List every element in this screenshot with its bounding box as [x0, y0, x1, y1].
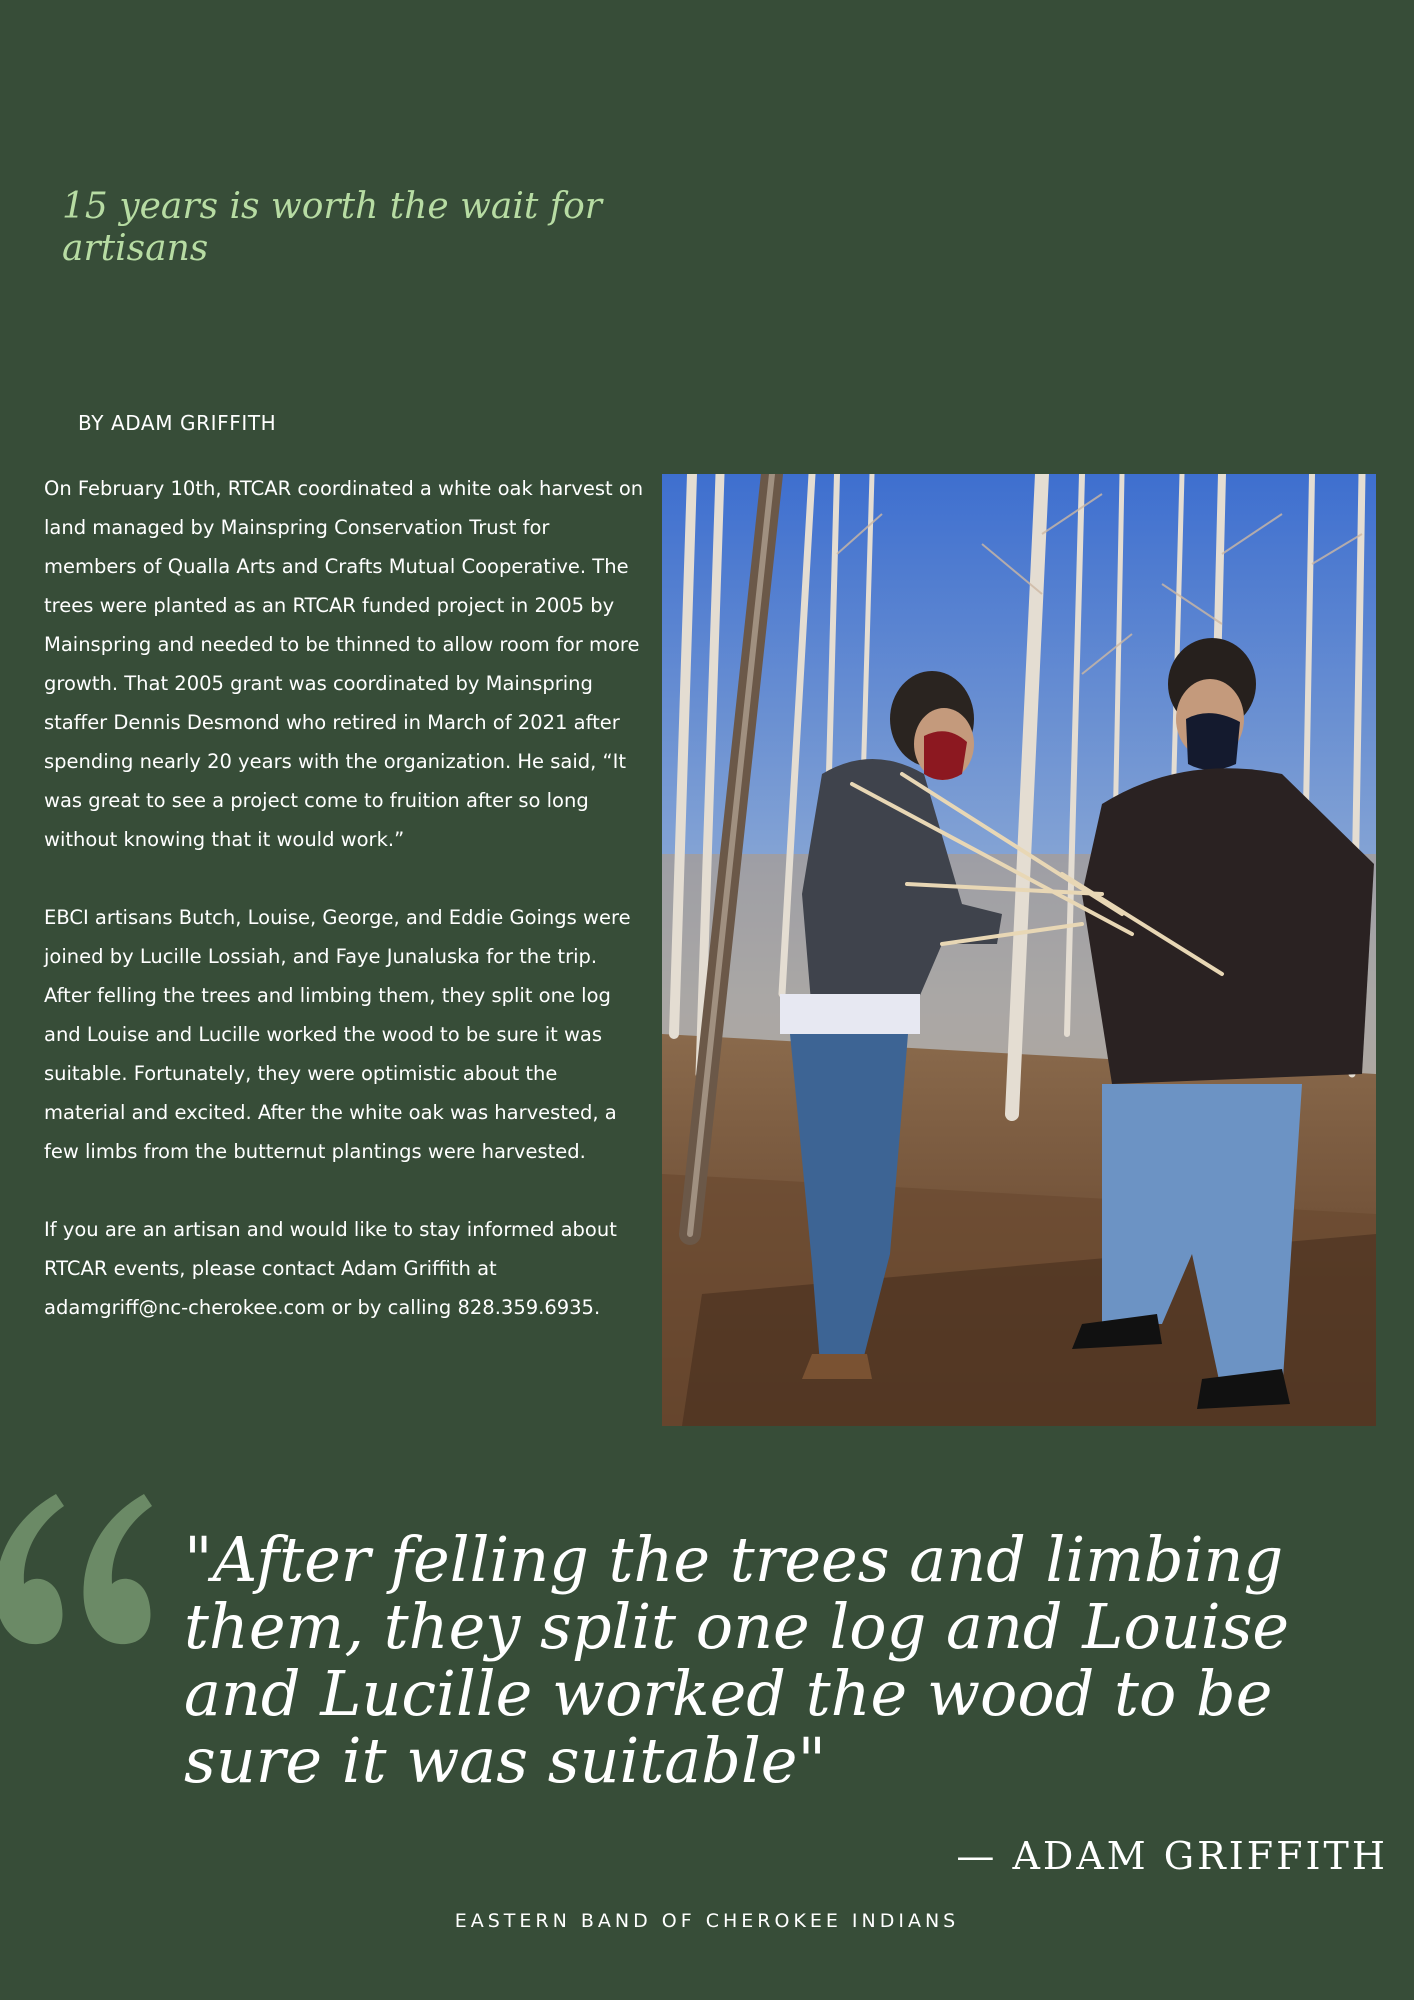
pull-quote: "After felling the trees and limbing them, they split one log and Louise and Lucille worked the wood to be sure it was suitable" [184, 1523, 1290, 1797]
article-byline: BY ADAM GRIFFITH [78, 411, 277, 435]
photo-illustration [662, 474, 1376, 1426]
article-body [44, 469, 644, 1366]
quote-mark-icon [0, 1494, 174, 1654]
article-paragraph: If you are an artisan and would like to stay informed about RTCAR events, please contact Adam Griffith at adamgriff@nc-cherokee.com or by calling 828.359.6935. [44, 1218, 617, 1319]
article-paragraph: On February 10th, RTCAR coordinated a white oak harvest on land managed by Mainspring Conservation Trust for members of Qualla Arts and Crafts Mutual Cooperative. The trees were planted as an RTCAR funded project in 2005 by Mainspring and needed to be thinned to allow room for more growth. That 2005 grant was coordinated by Mainspring staffer Dennis Desmond who retired in March of 2021 after spending nearly 20 years with the organization. He said, “It was great to see a project come to fruition after so long without knowing that it would work.” [44, 477, 644, 851]
footer-organization: EASTERN BAND OF CHEROKEE INDIANS [454, 1910, 960, 1932]
article-headline: 15 years is worth the wait for artisans [62, 186, 603, 269]
article-paragraph: EBCI artisans Butch, Louise, George, and Eddie Goings were joined by Lucille Lossiah, and Faye Junaluska for the trip. After felling the trees and limbing them, they split one log and Louise and Lucille worked the wood to be sure it was suitable. Fortunately, they were optimistic about the material and excited. After the white oak was harvested, a few limbs from the butternut plantings were harvested. [44, 906, 631, 1163]
quote-attribution: — ADAM GRIFFITH [956, 1834, 1388, 1878]
artisans-photo [662, 474, 1376, 1426]
